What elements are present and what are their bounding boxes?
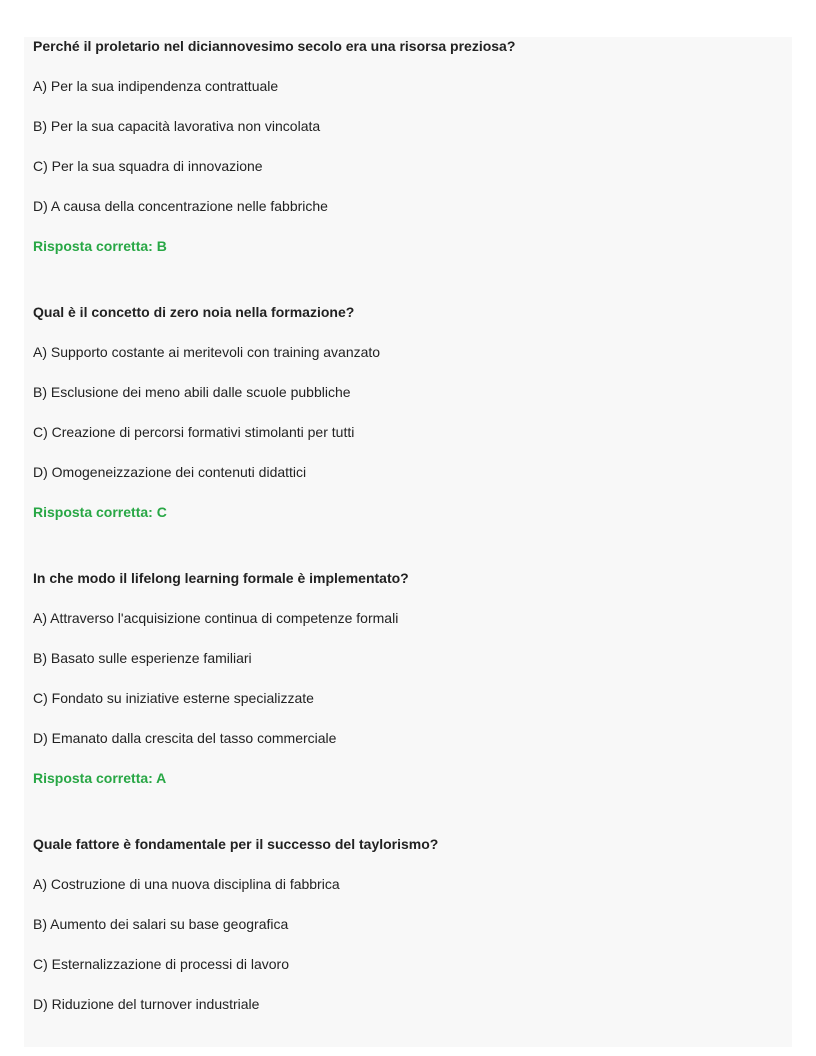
- quiz-list: [33, 37, 773, 1035]
- answer-option-c: C) Per la sua squadra di innovazione: [33, 158, 263, 174]
- question-block: [33, 37, 773, 255]
- correct-answer-label: Risposta corretta: C: [33, 504, 167, 520]
- answer-option-a: A) Costruzione di una nuova disciplina di fabbrica: [33, 876, 340, 892]
- answer-option-a: A) Supporto costante ai meritevoli con training avanzato: [33, 344, 381, 360]
- question-title: Perché il proletario nel diciannovesimo secolo era una risorsa preziosa?: [33, 38, 516, 54]
- answer-option-b: B) Aumento dei salari su base geografica: [33, 916, 289, 932]
- answer-option-a: A) Attraverso l'acquisizione continua di competenze formali: [33, 610, 399, 626]
- answer-option-c: C) Creazione di percorsi formativi stimolanti per tutti: [33, 424, 355, 440]
- answer-option-c: C) Esternalizzazione di processi di lavoro: [33, 956, 289, 972]
- answer-option-d: D) A causa della concentrazione nelle fabbriche: [33, 198, 328, 214]
- answer-option-d: D) Emanato dalla crescita del tasso commerciale: [33, 730, 337, 746]
- question-title: In che modo il lifelong learning formale è implementato?: [33, 570, 409, 586]
- answer-option-a: A) Per la sua indipendenza contrattuale: [33, 78, 279, 94]
- correct-answer-label: Risposta corretta: B: [33, 238, 167, 254]
- answer-option-b: B) Basato sulle esperienze familiari: [33, 650, 252, 666]
- question-title: Qual è il concetto di zero noia nella formazione?: [33, 304, 355, 320]
- question-block: [33, 303, 773, 521]
- answer-option-d: D) Omogeneizzazione dei contenuti didattici: [33, 464, 307, 480]
- answer-option-b: B) Esclusione dei meno abili dalle scuole pubbliche: [33, 384, 351, 400]
- question-block: [33, 569, 773, 787]
- correct-answer-label: Risposta corretta: A: [33, 770, 167, 786]
- answer-option-b: B) Per la sua capacità lavorativa non vincolata: [33, 118, 321, 134]
- answer-option-c: C) Fondato su iniziative esterne specializzate: [33, 690, 314, 706]
- question-block: [33, 835, 773, 1013]
- question-title: Quale fattore è fondamentale per il successo del taylorismo?: [33, 836, 439, 852]
- answer-option-d: D) Riduzione del turnover industriale: [33, 996, 260, 1012]
